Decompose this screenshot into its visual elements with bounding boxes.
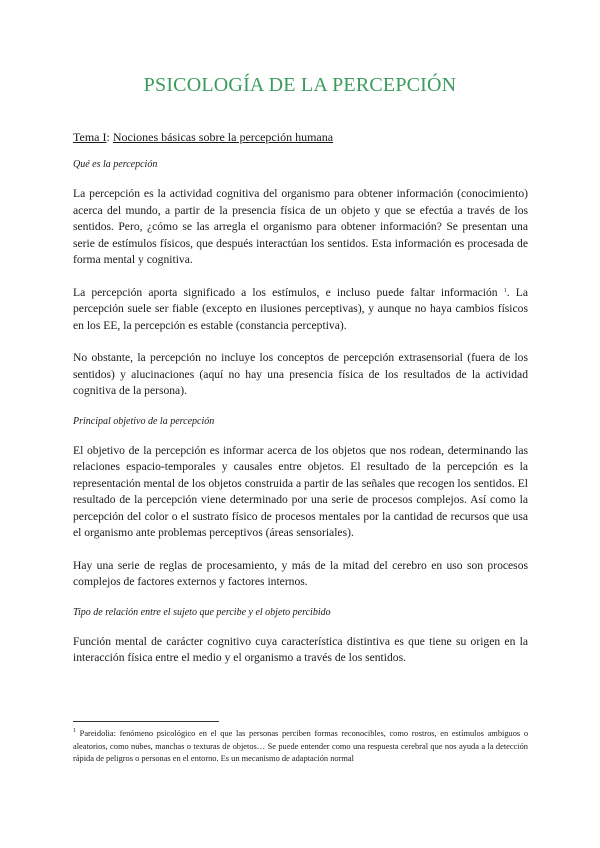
footnote (73, 728, 528, 766)
paragraph-text: . La percepción suele ser fiable (excepto en ilusiones perceptivas), y aunque no haya cambios físicos en los EE, la percepción es estable (constancia perceptiva). (73, 285, 529, 332)
section-heading-relacion: Tipo de relación entre el sujeto que percibe y el objeto percibido (73, 606, 331, 618)
topic-separator: : (106, 130, 113, 144)
topic-heading (73, 130, 528, 145)
paragraph-text: La percepción aporta significado a los estímulos, e incluso puede faltar información (73, 285, 498, 299)
paragraph: Función mental de carácter cognitivo cuya característica distintiva es que tiene su origen en la interacción física entre el medio y el organismo a través de los sentidos. (73, 634, 528, 664)
paragraph: Hay una serie de reglas de procesamiento, y más de la mitad del cerebro en uso son procesos complejos de factores externos y factores internos. (73, 558, 528, 588)
paragraph-with-footnote (73, 285, 528, 335)
footnote-text: Pareidolia: fenómeno psicológico en el que las personas perciben formas reconocibles, como rostros, en estímulos ambiguos o aleatorios, como nubes, manchas o texturas de objetos… Se puede entender como una respuesta cerebral que nos ayuda a la detección rápida de peligros o personas en el entorno. Es un mecanismo de adaptación normal (73, 729, 529, 763)
topic-number: Tema I (73, 130, 107, 144)
topic-title: Nociones básicas sobre la percepción humana (112, 130, 334, 144)
footnote-reference[interactable]: 1 (503, 287, 507, 294)
section-heading-objetivo: Principal objetivo de la percepción (73, 415, 215, 427)
section-heading-que-es: Qué es la percepción (73, 159, 158, 170)
document-body (73, 130, 528, 683)
paragraph: El objetivo de la percepción es informar acerca de los objetos que nos rodean, determinando las relaciones espacio-temporales y causales entre objetos. El resultado de la percepción es la representación mental de los objetos construida a partir de las señales que recogen los sentidos. El resultado de la percepción viene determinado por una serie de procesos complejos. Así como la percepción del color o el sustrato físico de procesos mentales por la cantidad de recursos que usa el organismo ante problemas perceptivos (áreas sensoriales). (73, 443, 528, 539)
paragraph: No obstante, la percepción no incluye los conceptos de percepción extrasensorial (fuera de los sentidos) y alucinaciones (aquí no hay una presencia física de los resultados de la actividad cognitiva de la persona). (73, 351, 528, 397)
paragraph: La percepción es la actividad cognitiva del organismo para obtener información (conocimiento) acerca del mundo, a partir de la presencia física de un objeto y que se efectúa a través de los sentidos. Pero, ¿cómo se las arregla el organismo para obtener información? Se presentan una serie de estímulos físicos, que después interactúan los sentidos. Esta información es procesada de forma mental y cognitiva. (73, 187, 528, 266)
page-title: PSICOLOGÍA DE LA PERCEPCIÓN (143, 74, 457, 96)
footnote-mark: 1 (73, 728, 76, 734)
footnote-divider (73, 721, 219, 722)
